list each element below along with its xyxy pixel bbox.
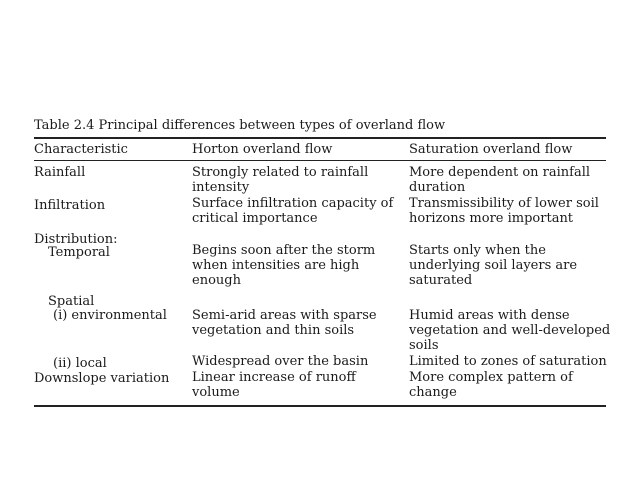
row-infiltration-horton-line1: Surface infiltration capacity of	[192, 196, 394, 211]
row-local-characteristic: (ii) local	[53, 356, 107, 371]
row-local-horton-line1: Widespread over the basin	[192, 354, 369, 369]
row-temporal-saturation-line3: saturated	[409, 273, 473, 288]
header-saturation: Saturation overland flow	[409, 142, 573, 157]
row-downslope-horton-line2: volume	[192, 385, 240, 400]
table-caption: Table 2.4 Principal differences between types of overland flow	[34, 118, 446, 133]
row-local-saturation-line1: Limited to zones of saturation	[409, 354, 607, 369]
row-infiltration-horton-line2: critical importance	[192, 211, 318, 226]
row-temporal-saturation-line1: Starts only when the	[409, 243, 546, 258]
row-environmental-saturation-line2: vegetation and well-developed	[409, 323, 611, 338]
row-temporal-characteristic: Temporal	[48, 245, 110, 260]
row-infiltration-saturation-line1: Transmissibility of lower soil	[409, 196, 599, 211]
row-infiltration-characteristic: Infiltration	[34, 198, 106, 213]
row-infiltration-saturation-line2: horizons more important	[409, 211, 574, 226]
row-rainfall-characteristic: Rainfall	[34, 165, 86, 180]
row-spatial-characteristic: Spatial	[48, 294, 95, 309]
row-downslope-horton-line1: Linear increase of runoff	[192, 370, 356, 385]
row-environmental-saturation-line1: Humid areas with dense	[409, 308, 570, 323]
row-temporal-horton-line2: when intensities are high	[192, 258, 360, 273]
row-distribution-characteristic: Distribution:	[34, 232, 118, 247]
table-bottom-rule	[34, 405, 606, 407]
row-environmental-characteristic: (i) environmental	[53, 308, 167, 323]
row-rainfall-saturation-line2: duration	[409, 180, 466, 195]
row-downslope-saturation-line1: More complex pattern of	[409, 370, 573, 385]
row-environmental-saturation-line3: soils	[409, 338, 439, 353]
row-rainfall-horton-line1: Strongly related to rainfall	[192, 165, 369, 180]
row-environmental-horton-line1: Semi-arid areas with sparse	[192, 308, 377, 323]
header-characteristic: Characteristic	[34, 142, 128, 157]
row-rainfall-horton-line2: intensity	[192, 180, 250, 195]
row-temporal-horton-line1: Begins soon after the storm	[192, 243, 376, 258]
table-top-rule	[34, 137, 606, 139]
header-horton: Horton overland flow	[192, 142, 333, 157]
header-rule	[34, 160, 606, 161]
row-environmental-horton-line2: vegetation and thin soils	[192, 323, 355, 338]
row-downslope-saturation-line2: change	[409, 385, 457, 400]
row-rainfall-saturation-line1: More dependent on rainfall	[409, 165, 591, 180]
row-temporal-horton-line3: enough	[192, 273, 241, 288]
row-downslope-characteristic: Downslope variation	[34, 371, 170, 386]
row-temporal-saturation-line2: underlying soil layers are	[409, 258, 578, 273]
